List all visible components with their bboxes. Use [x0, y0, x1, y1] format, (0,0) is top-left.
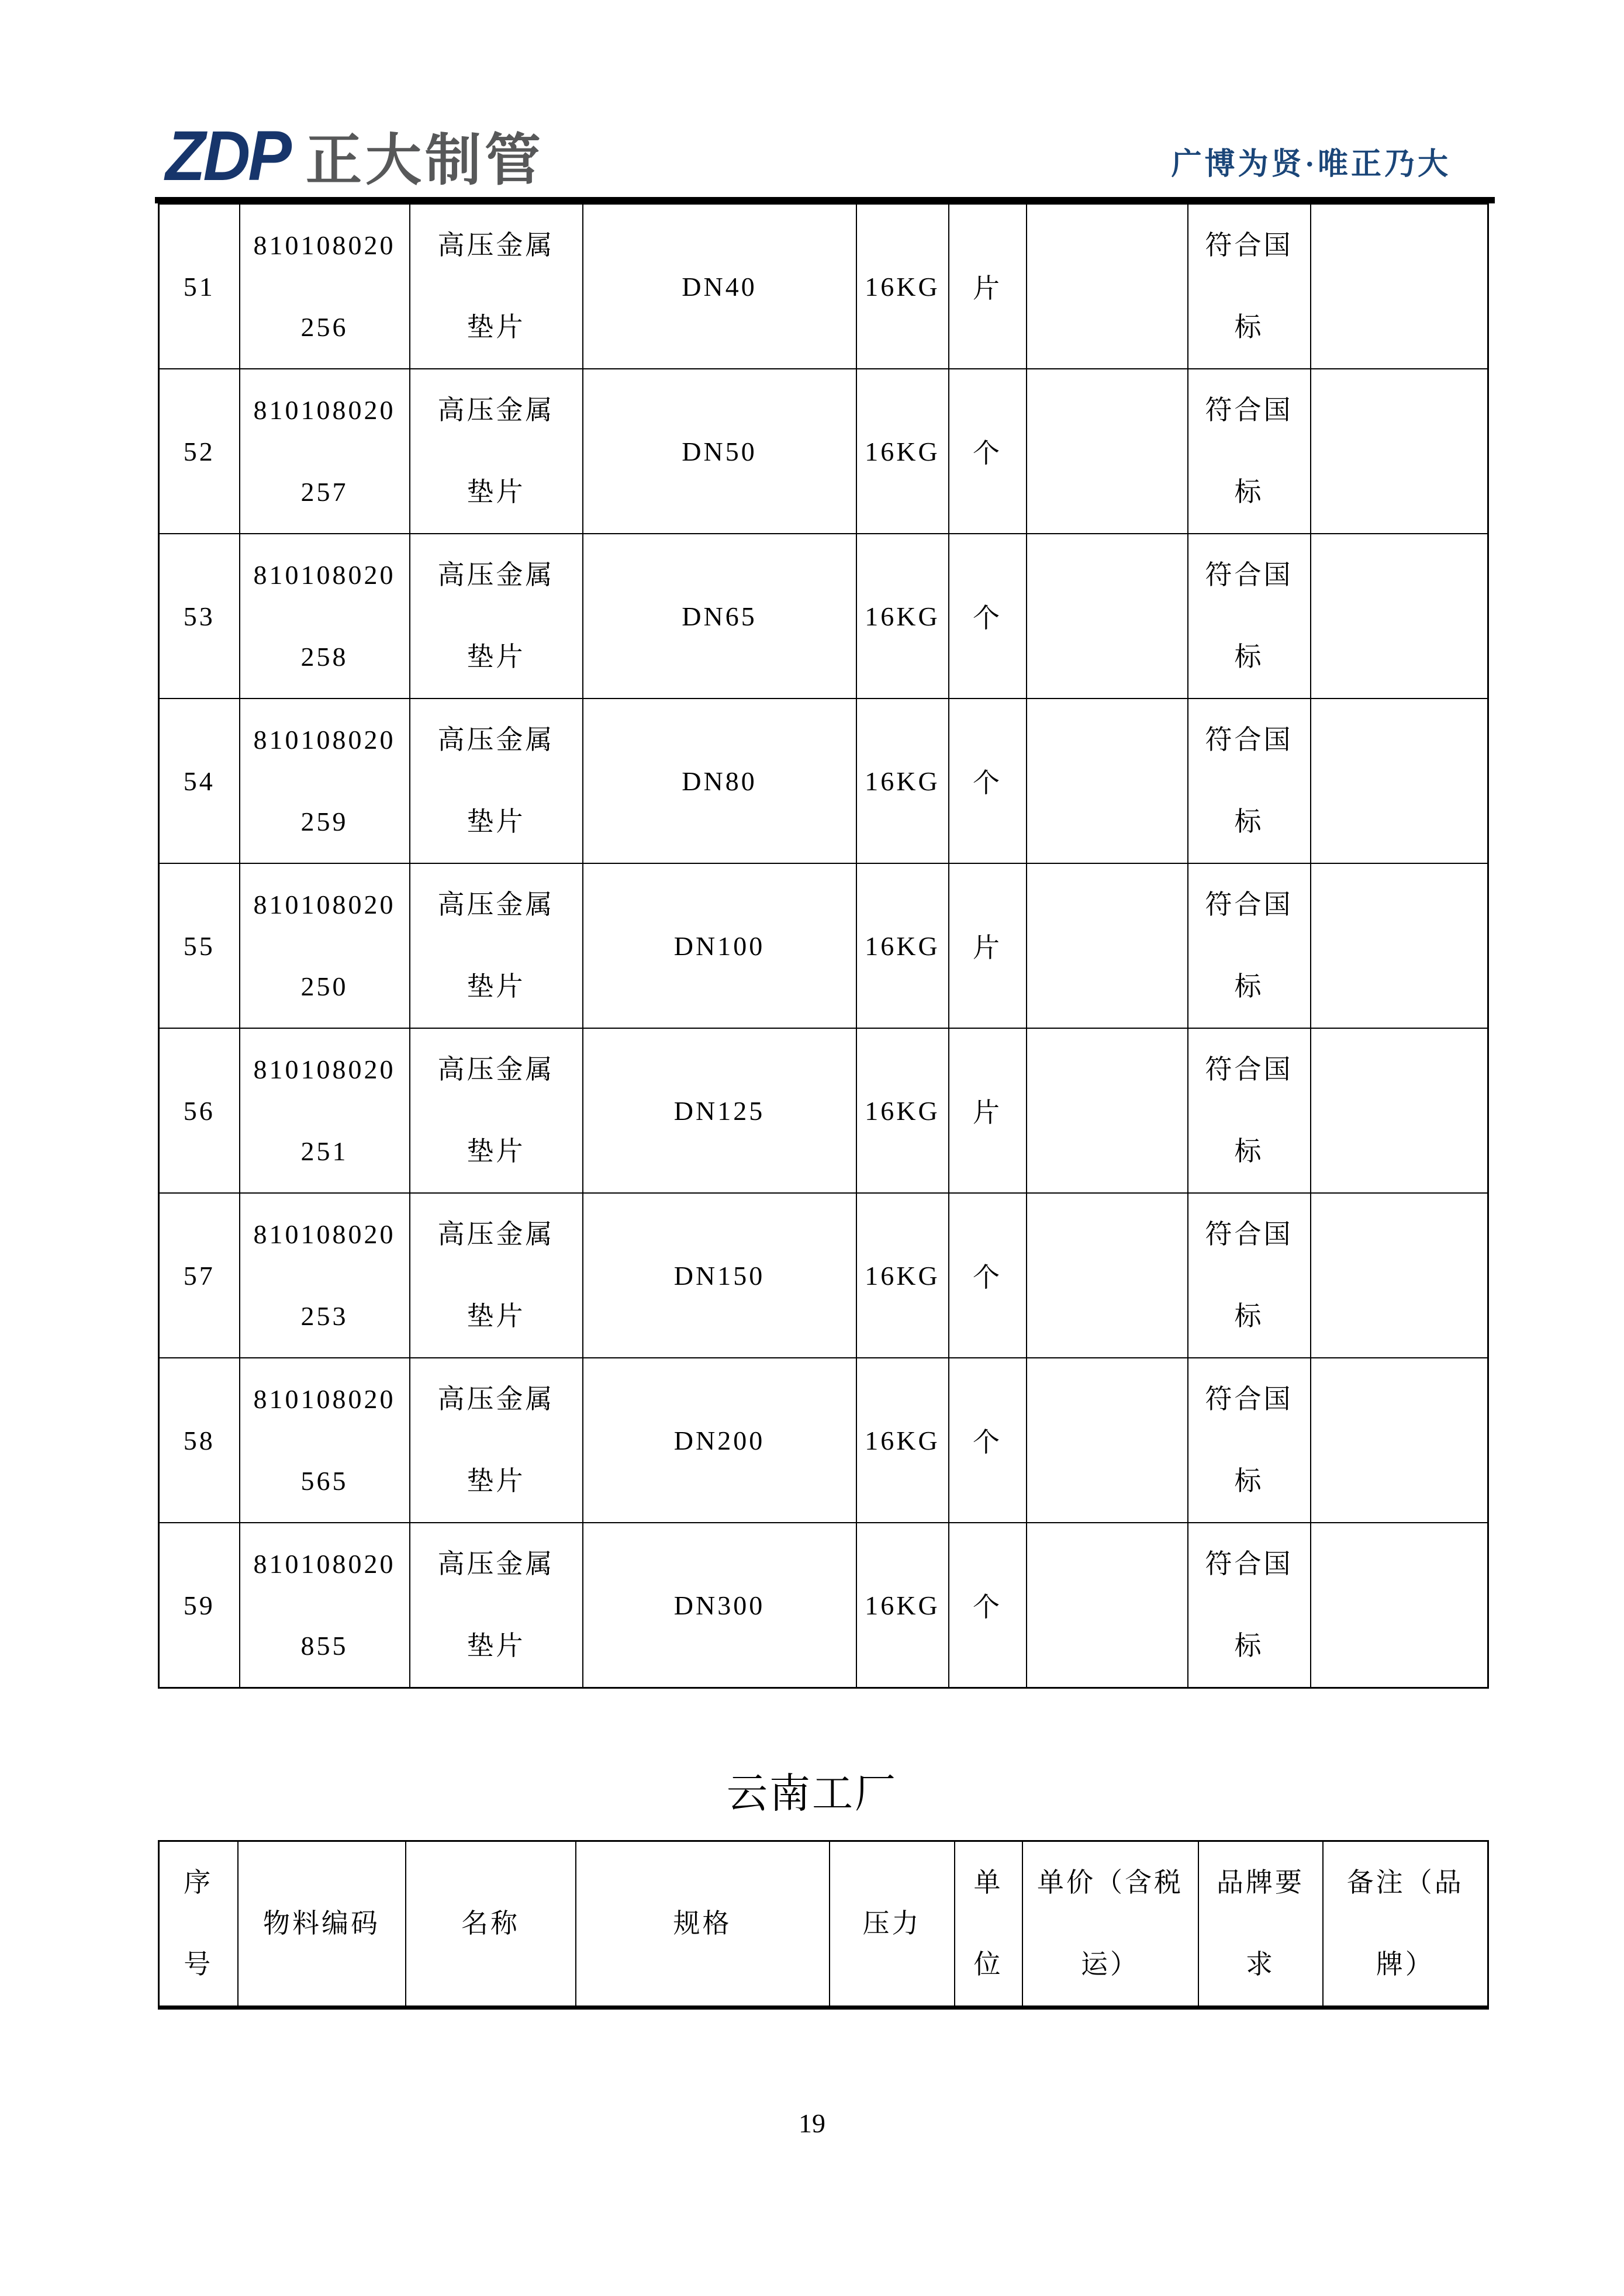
cell-spec: DN150	[583, 1193, 856, 1358]
cell-seq: 53	[159, 534, 240, 699]
cell-note	[1311, 534, 1488, 699]
cell-code: 810108020 256	[240, 204, 410, 369]
page-number: 19	[799, 2108, 825, 2138]
cell-name: 高压金属 垫片	[410, 1523, 583, 1688]
cell-note	[1311, 204, 1488, 369]
cell-spec: DN200	[583, 1358, 856, 1523]
cell-pressure: 16KG	[856, 1523, 949, 1688]
cell-price	[1027, 1358, 1188, 1523]
zdp-logo-text: ZDP	[165, 116, 289, 195]
header-cell-pressure: 压力	[830, 1841, 955, 2008]
table-row	[159, 1028, 1488, 1193]
cell-seq: 54	[159, 699, 240, 863]
cell-seq: 57	[159, 1193, 240, 1358]
cell-unit: 个	[949, 1523, 1027, 1688]
cell-name: 高压金属 垫片	[410, 369, 583, 534]
table1-body	[159, 204, 1488, 1688]
table-row	[159, 699, 1488, 863]
table-row	[159, 204, 1488, 369]
table-row	[159, 863, 1488, 1028]
cell-code: 810108020 251	[240, 1028, 410, 1193]
cell-name: 高压金属 垫片	[410, 699, 583, 863]
cell-brand: 符合国 标	[1188, 1523, 1311, 1688]
header-slogan: 广博为贤·唯正乃大	[1171, 148, 1451, 181]
cell-code: 810108020 258	[240, 534, 410, 699]
header-cell-brand: 品牌要 求	[1198, 1841, 1323, 2008]
cell-note	[1311, 863, 1488, 1028]
cell-seq: 59	[159, 1523, 240, 1688]
cell-pressure: 16KG	[856, 1358, 949, 1523]
table-row	[159, 1193, 1488, 1358]
section-title-yunnan-factory: 云南工厂	[727, 1772, 897, 1817]
cell-spec: DN65	[583, 534, 856, 699]
cell-unit: 个	[949, 1358, 1027, 1523]
cell-brand: 符合国 标	[1188, 863, 1311, 1028]
cell-pressure: 16KG	[856, 699, 949, 863]
cell-price	[1027, 1193, 1188, 1358]
header-cell-code: 物料编码	[238, 1841, 406, 2008]
cell-code: 810108020 253	[240, 1193, 410, 1358]
cell-brand: 符合国 标	[1188, 699, 1311, 863]
cell-pressure: 16KG	[856, 863, 949, 1028]
cell-unit: 个	[949, 1193, 1027, 1358]
cell-name: 高压金属 垫片	[410, 863, 583, 1028]
cell-seq: 52	[159, 369, 240, 534]
cell-seq: 56	[159, 1028, 240, 1193]
cell-spec: DN300	[583, 1523, 856, 1688]
cell-spec: DN100	[583, 863, 856, 1028]
cell-unit: 个	[949, 369, 1027, 534]
cell-name: 高压金属 垫片	[410, 534, 583, 699]
yunnan-table	[158, 1840, 1489, 2010]
cell-brand: 符合国 标	[1188, 534, 1311, 699]
logo-company-name: 正大制管	[306, 129, 544, 192]
cell-price	[1027, 699, 1188, 863]
cell-brand: 符合国 标	[1188, 204, 1311, 369]
cell-seq: 55	[159, 863, 240, 1028]
cell-price	[1027, 204, 1188, 369]
cell-spec: DN40	[583, 204, 856, 369]
cell-name: 高压金属 垫片	[410, 1028, 583, 1193]
table-row	[159, 534, 1488, 699]
cell-unit: 片	[949, 204, 1027, 369]
table-row	[159, 1523, 1488, 1688]
cell-code: 810108020 855	[240, 1523, 410, 1688]
header-cell-price: 单价（含税 运）	[1022, 1841, 1198, 2008]
cell-unit: 个	[949, 534, 1027, 699]
header-cell-name: 名称	[406, 1841, 576, 2008]
header-cell-unit: 单 位	[955, 1841, 1022, 2008]
materials-table	[158, 203, 1489, 1689]
cell-code: 810108020 565	[240, 1358, 410, 1523]
header-rule-line	[155, 197, 1495, 203]
cell-price	[1027, 1523, 1188, 1688]
cell-brand: 符合国 标	[1188, 1358, 1311, 1523]
cell-price	[1027, 369, 1188, 534]
cell-pressure: 16KG	[856, 204, 949, 369]
cell-code: 810108020 250	[240, 863, 410, 1028]
cell-unit: 片	[949, 1028, 1027, 1193]
cell-spec: DN125	[583, 1028, 856, 1193]
table-row	[159, 1358, 1488, 1523]
cell-price	[1027, 863, 1188, 1028]
cell-code: 810108020 257	[240, 369, 410, 534]
cell-unit: 片	[949, 863, 1027, 1028]
cell-name: 高压金属 垫片	[410, 1358, 583, 1523]
cell-note	[1311, 1193, 1488, 1358]
cell-price	[1027, 1028, 1188, 1193]
cell-seq: 51	[159, 204, 240, 369]
cell-note	[1311, 369, 1488, 534]
cell-pressure: 16KG	[856, 369, 949, 534]
cell-name: 高压金属 垫片	[410, 1193, 583, 1358]
cell-pressure: 16KG	[856, 1193, 949, 1358]
yunnan-header-row	[159, 1841, 1488, 2008]
cell-unit: 个	[949, 699, 1027, 863]
cell-seq: 58	[159, 1358, 240, 1523]
cell-code: 810108020 259	[240, 699, 410, 863]
cell-note	[1311, 1028, 1488, 1193]
cell-brand: 符合国 标	[1188, 369, 1311, 534]
cell-note	[1311, 699, 1488, 863]
header-cell-note: 备注（品 牌）	[1323, 1841, 1488, 2008]
cell-pressure: 16KG	[856, 1028, 949, 1193]
cell-note	[1311, 1358, 1488, 1523]
cell-price	[1027, 534, 1188, 699]
table-row	[159, 369, 1488, 534]
company-logo	[165, 115, 544, 196]
cell-spec: DN50	[583, 369, 856, 534]
cell-pressure: 16KG	[856, 534, 949, 699]
header-cell-spec: 规格	[576, 1841, 830, 2008]
cell-name: 高压金属 垫片	[410, 204, 583, 369]
header-cell-seq: 序 号	[159, 1841, 238, 2008]
cell-brand: 符合国 标	[1188, 1028, 1311, 1193]
cell-note	[1311, 1523, 1488, 1688]
cell-brand: 符合国 标	[1188, 1193, 1311, 1358]
cell-spec: DN80	[583, 699, 856, 863]
